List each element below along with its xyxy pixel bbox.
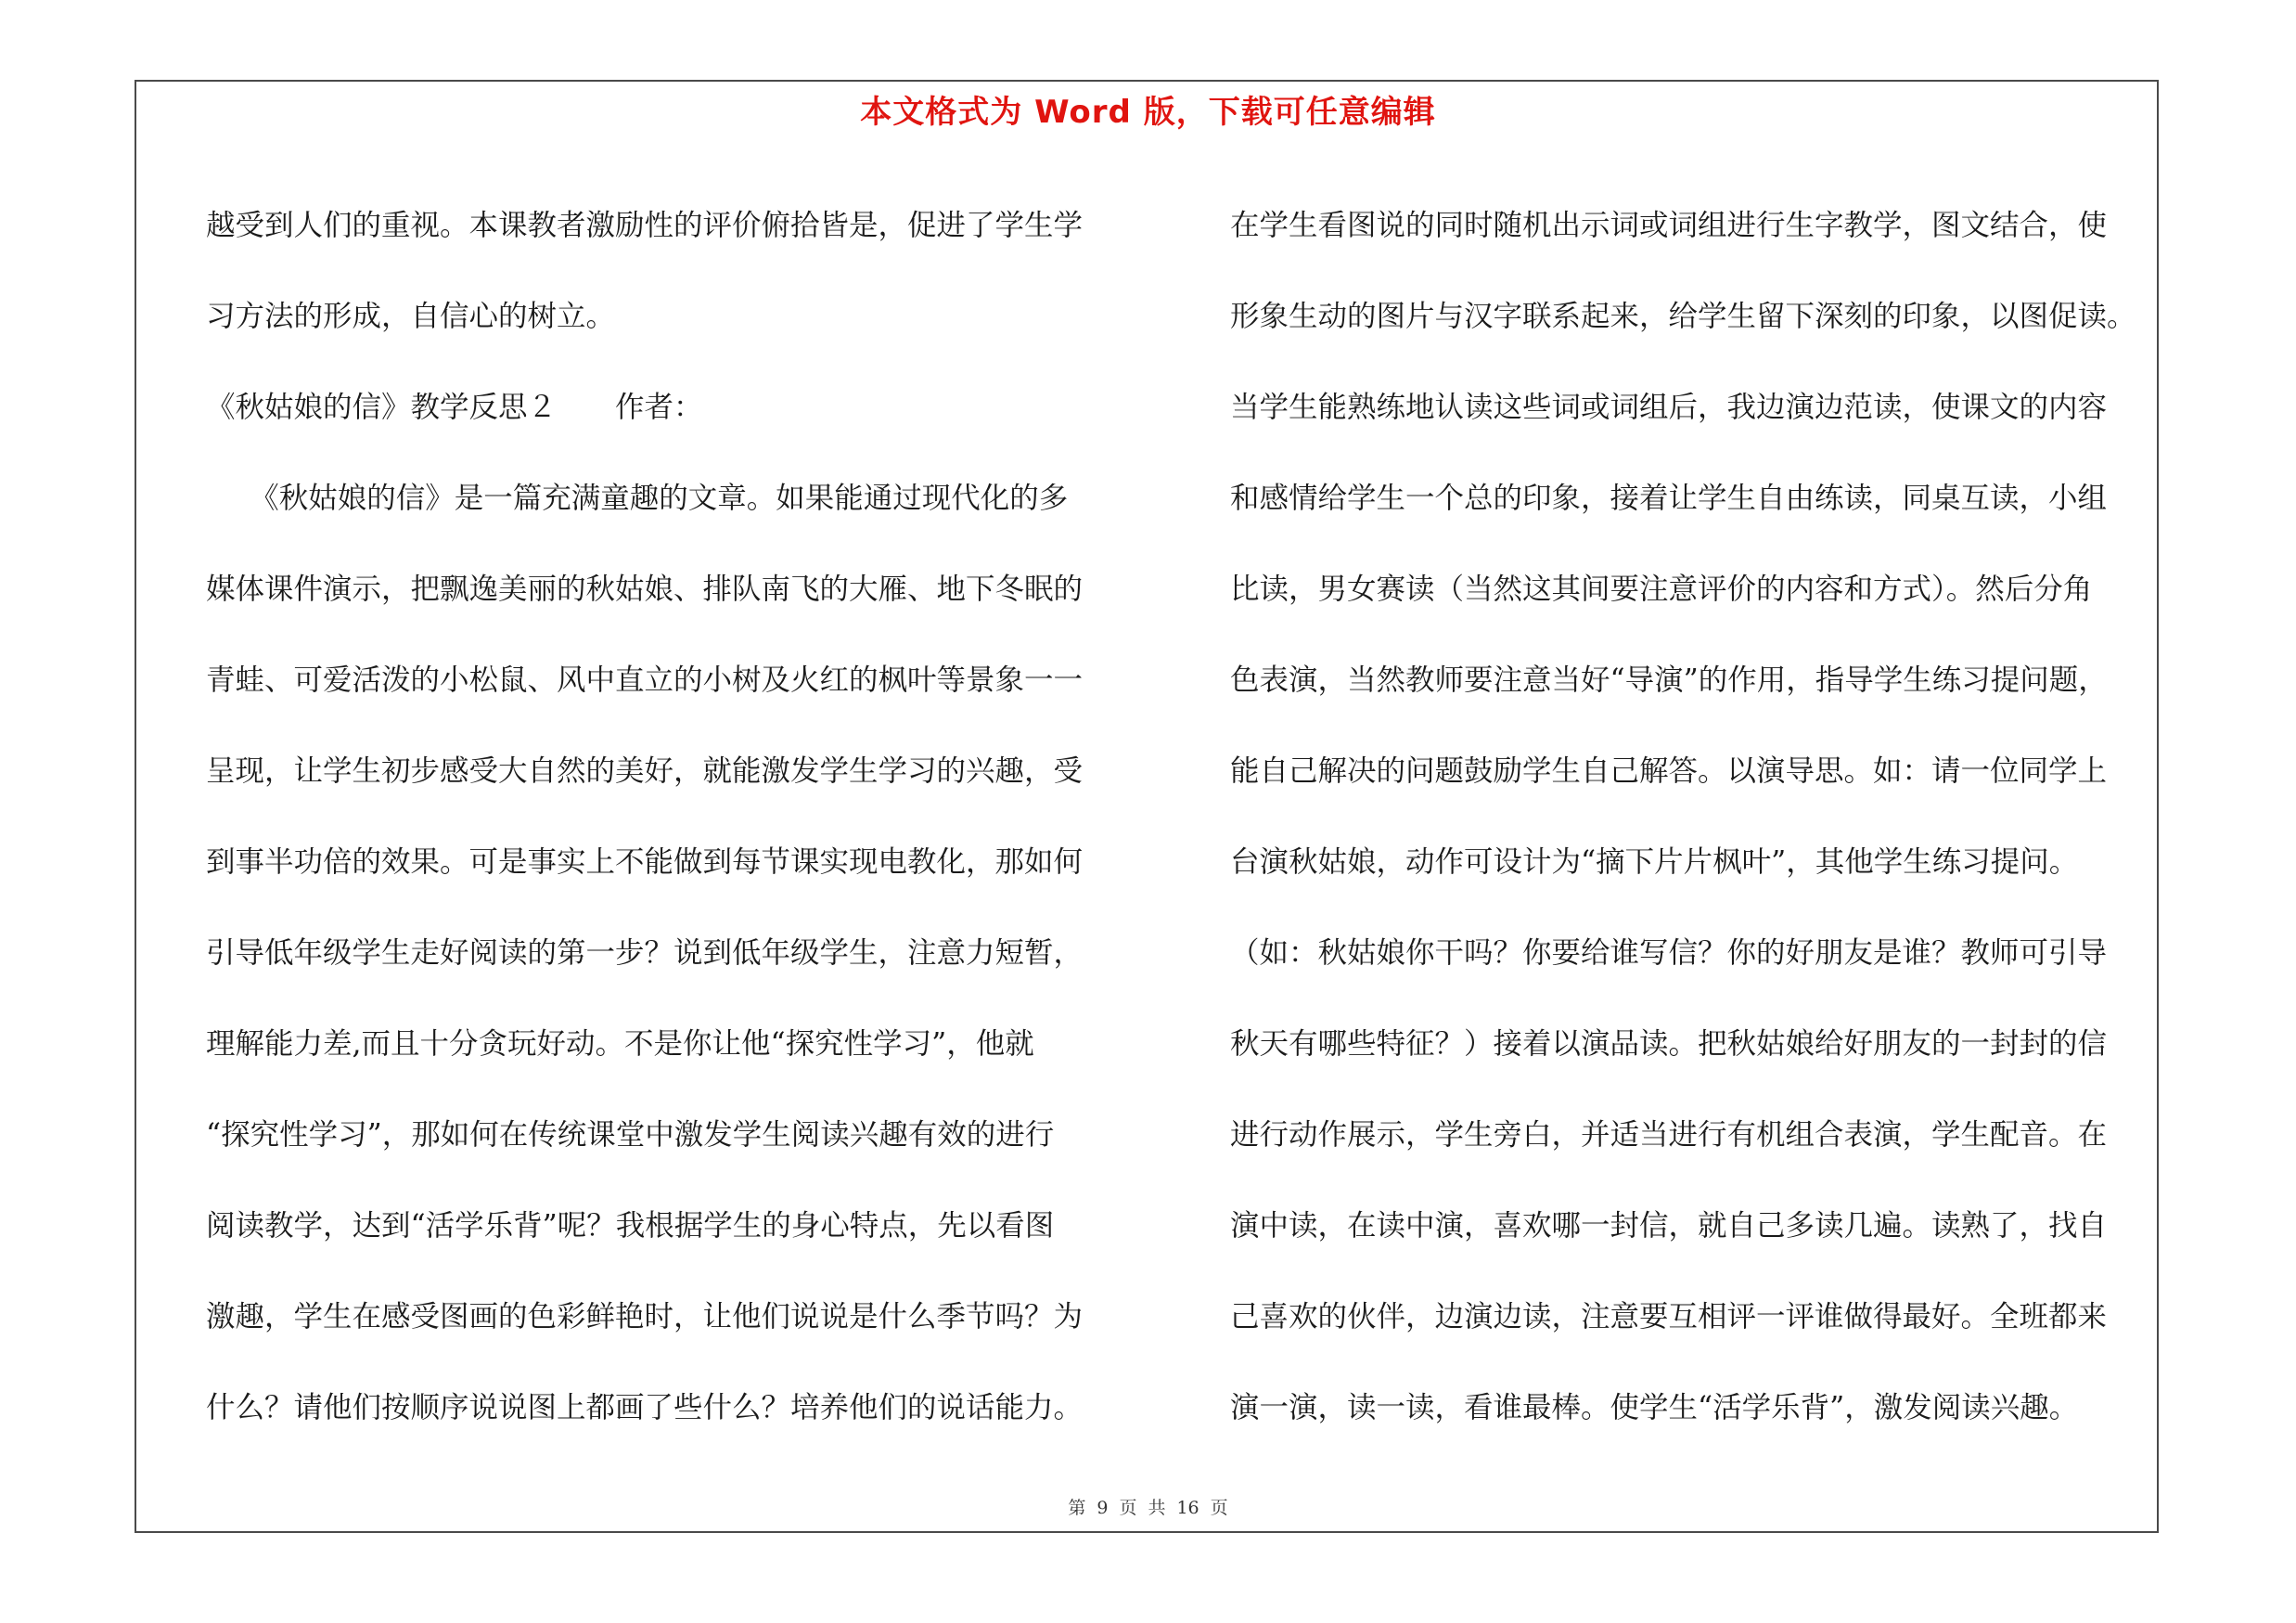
text-line: 习方法的形成，自信心的树立。 (206, 300, 616, 333)
text-line: 能自己解决的问题鼓励学生自己解答。以演导思。如：请一位同学上 (1230, 754, 2108, 788)
text-line: 当学生能熟练地认读这些词或词组后，我边演边范读，使课文的内容 (1230, 391, 2108, 424)
text-line: 激趣，学生在感受图画的色彩鲜艳时，让他们说说是什么季节吗？为 (206, 1300, 1084, 1333)
text-line: 什么？请他们按顺序说说图上都画了些什么？培养他们的说话能力。 (206, 1391, 1084, 1424)
page-number-footer (0, 1494, 2296, 1519)
text-line: 己喜欢的伙伴，边演边读，注意要互相评一评谁做得最好。全班都来 (1230, 1300, 2108, 1333)
text-line: 媒体课件演示，把飘逸美丽的秋姑娘、排队南飞的大雁、地下冬眠的 (206, 573, 1084, 606)
footer-suffix: 页 (1210, 1498, 1228, 1518)
text-line: 演中读，在读中演，喜欢哪一封信，就自己多读几遍。读熟了，找自 (1230, 1209, 2108, 1243)
text-line: 青蛙、可爱活泼的小松鼠、风中直立的小树及火红的枫叶等景象一一 (206, 663, 1084, 697)
text-line: 进行动作展示，学生旁白，并适当进行有机组合表演，学生配音。在 (1230, 1118, 2108, 1152)
total-page-count: 16 (1176, 1498, 1199, 1518)
footer-page-word: 页 (1119, 1498, 1137, 1518)
text-line: 演一演，读一读，看谁最棒。使学生“活学乐背”，激发阅读兴趣。 (1230, 1391, 2079, 1424)
footer-total-word: 共 (1148, 1498, 1166, 1518)
text-line: 理解能力差,而且十分贪玩好动。不是你让他“探究性学习”，他就 (206, 1027, 1034, 1061)
section-title: 《秋姑娘的信》教学反思２ 作者： (206, 391, 703, 424)
text-line: 引导低年级学生走好阅读的第一步？说到低年级学生，注意力短暂， (206, 936, 1084, 970)
text-line: 到事半功倍的效果。可是事实上不能做到每节课实现电教化，那如何 (206, 845, 1084, 879)
text-line: 在学生看图说的同时随机出示词或词组进行生字教学，图文结合，使 (1230, 209, 2108, 242)
text-line: 和感情给学生一个总的印象，接着让学生自由练读，同桌互读，小组 (1230, 482, 2108, 515)
text-line: 《秋姑娘的信》是一篇充满童趣的文章。如果能通过现代化的多 (206, 482, 1069, 515)
footer-prefix: 第 (1068, 1498, 1086, 1518)
current-page-number: 9 (1097, 1498, 1109, 1518)
text-line: （如：秋姑娘你干吗？你要给谁写信？你的好朋友是谁？教师可引导 (1230, 936, 2108, 970)
text-line: 比读，男女赛读（当然这其间要注意评价的内容和方式）。然后分角 (1230, 573, 2093, 606)
left-text-column (206, 180, 1143, 1453)
text-line: 越受到人们的重视。本课教者激励性的评价俯拾皆是，促进了学生学 (206, 209, 1084, 242)
text-line: 形象生动的图片与汉字联系起来，给学生留下深刻的印象，以图促读。 (1230, 300, 2136, 333)
right-text-column (1230, 180, 2167, 1453)
format-notice-banner: 本文格式为 Word 版，下载可任意编辑 (860, 94, 1436, 131)
text-line: “探究性学习”，那如何在传统课堂中激发学生阅读兴趣有效的进行 (206, 1118, 1055, 1152)
text-line: 阅读教学，达到“活学乐背”呢？我根据学生的身心特点，先以看图 (206, 1209, 1055, 1243)
text-line: 色表演，当然教师要注意当好“导演”的作用，指导学生练习提问题， (1230, 663, 2108, 697)
text-line: 呈现，让学生初步感受大自然的美好，就能激发学生学习的兴趣，受 (206, 754, 1084, 788)
text-line: 台演秋姑娘，动作可设计为“摘下片片枫叶”，其他学生练习提问。 (1230, 845, 2079, 879)
text-line: 秋天有哪些特征？）接着以演品读。把秋姑娘给好朋友的一封封的信 (1230, 1027, 2108, 1061)
